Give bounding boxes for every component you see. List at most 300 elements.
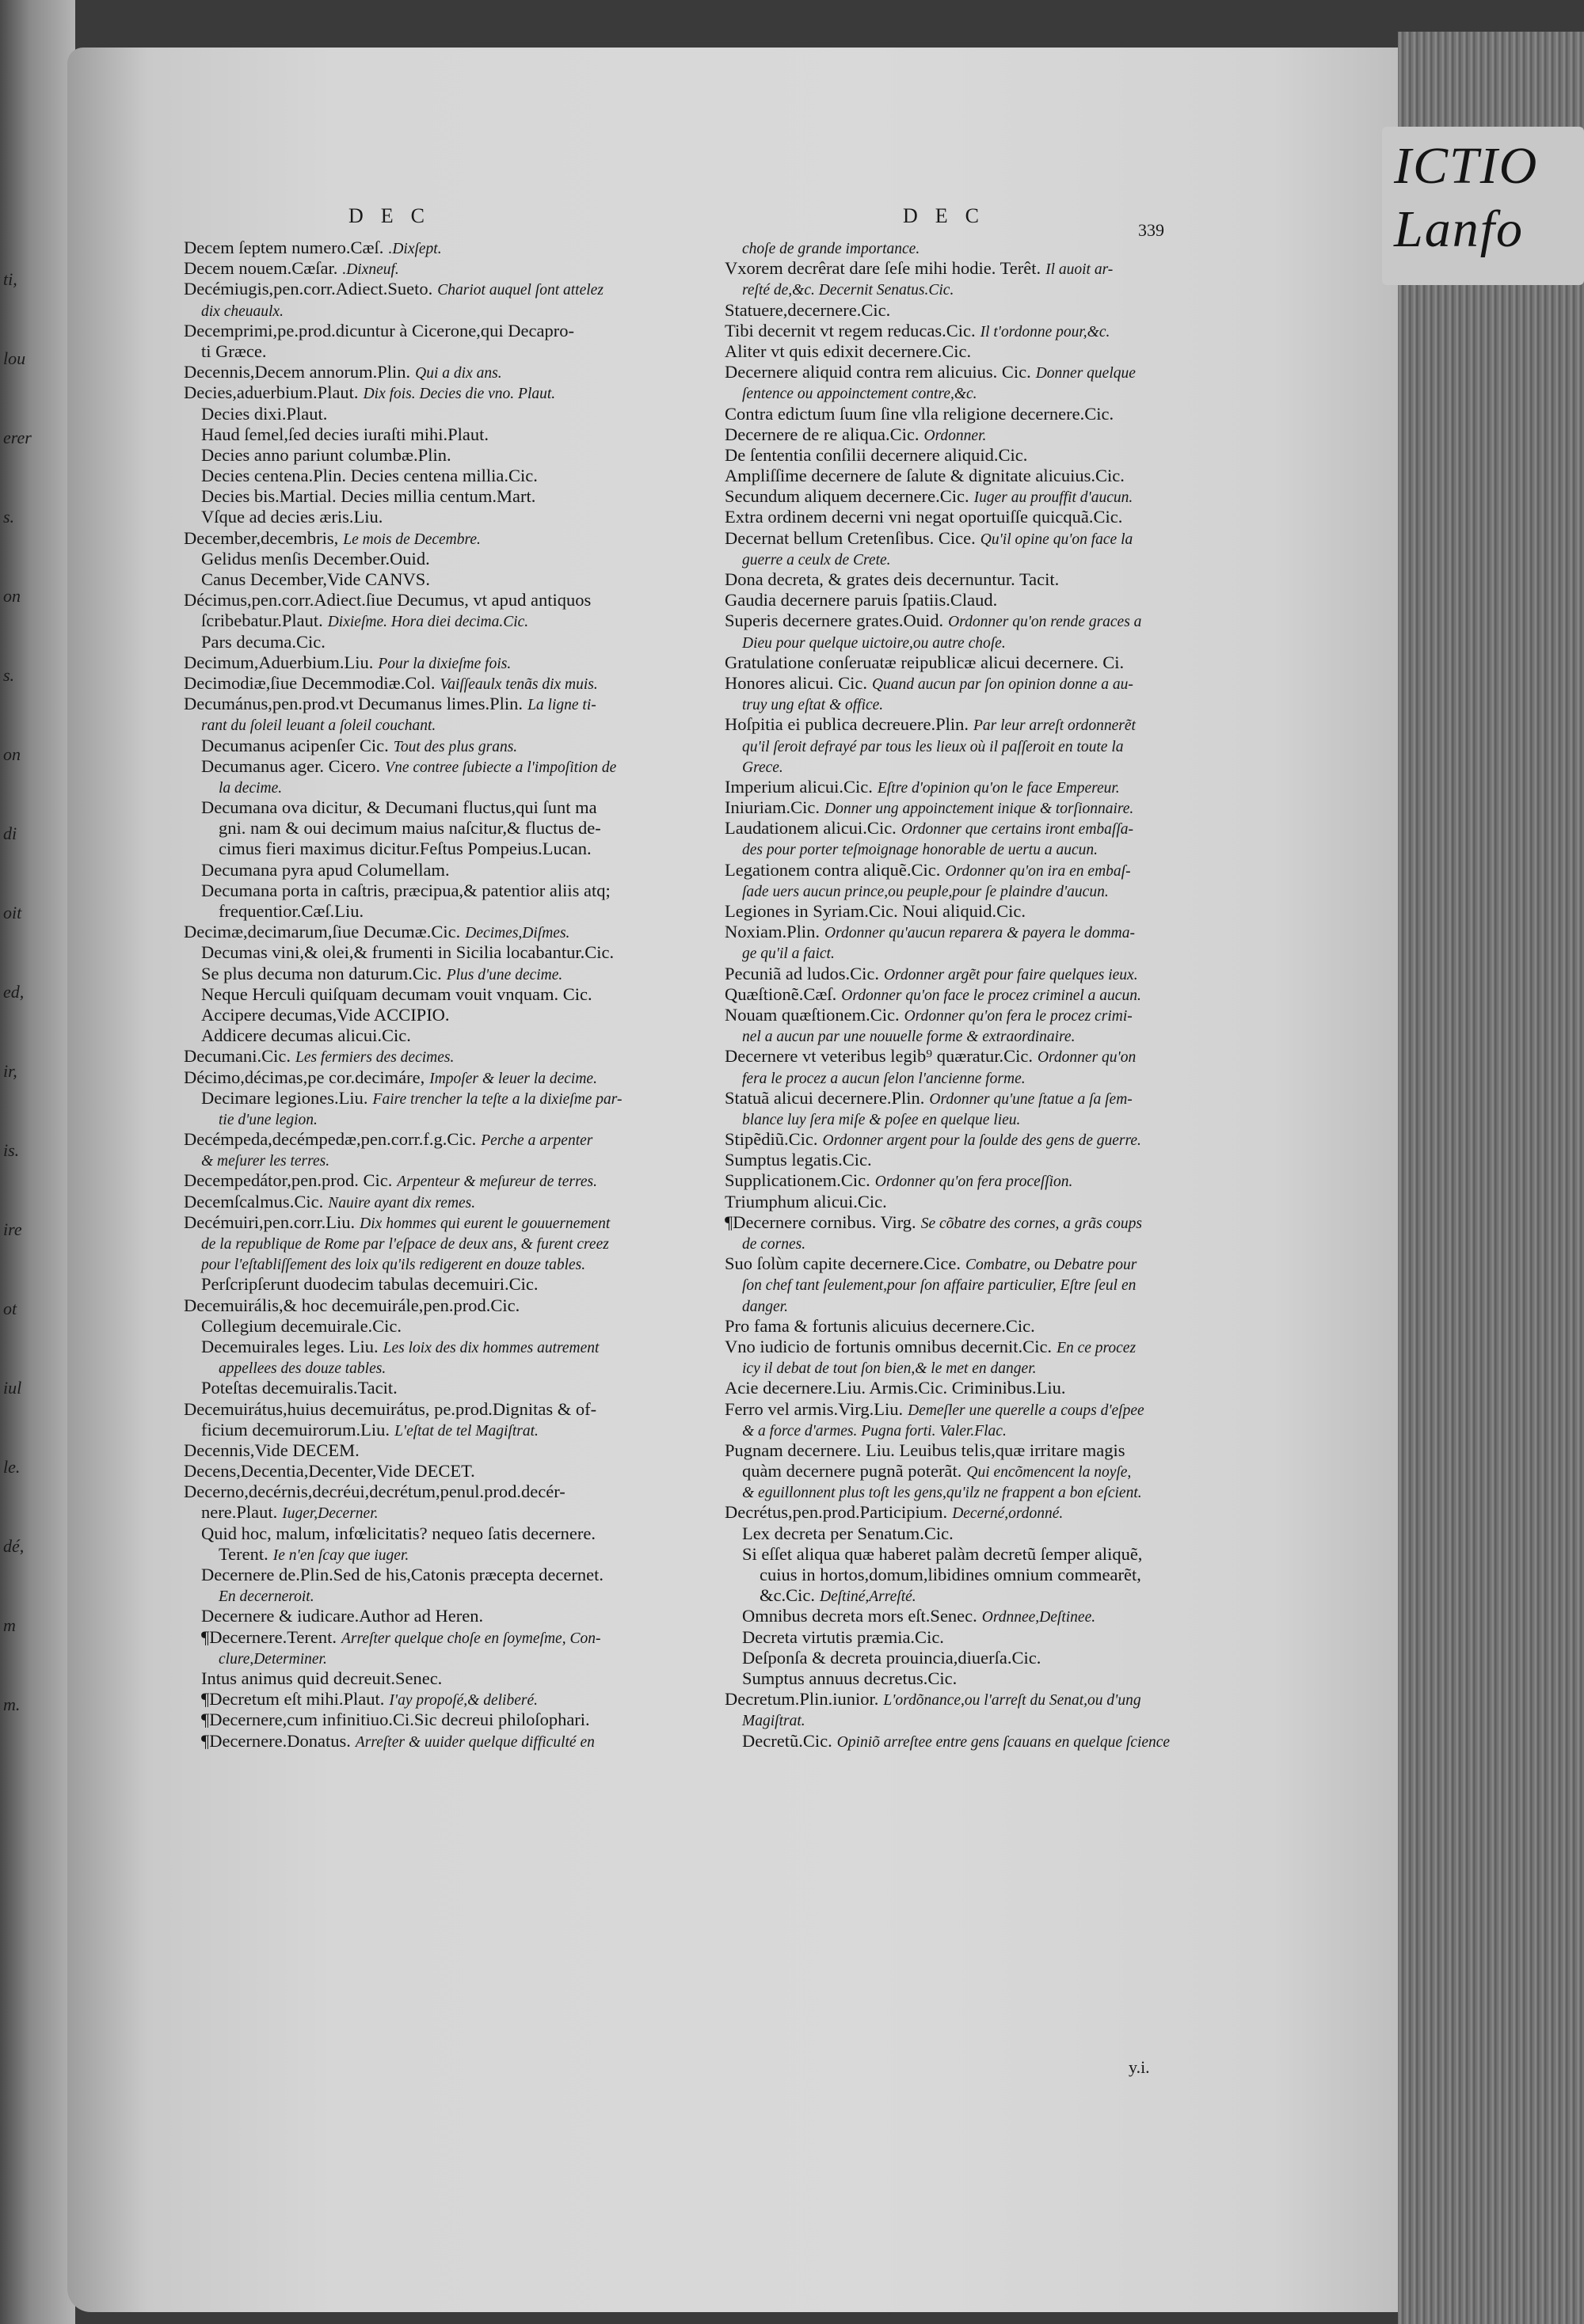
- entry-line: [725, 424, 1216, 445]
- french-gloss: .Dixſept.: [388, 241, 442, 257]
- signature-mark: y.i.: [1129, 2057, 1150, 2077]
- latin-text: Quæſtionẽ.Cæſ.: [725, 983, 837, 1004]
- entry-line: [184, 1648, 691, 1668]
- entry-line: [725, 528, 1216, 549]
- french-gloss: Ordonner qu'on face le procez criminel a aucun.: [841, 987, 1141, 1004]
- entry-line: [725, 1316, 1216, 1337]
- latin-text: Haud ſemel,ſed decies iuraſti mihi.Plaut.: [201, 424, 489, 444]
- entry-line: [184, 1170, 691, 1191]
- left-column: [184, 238, 691, 1752]
- entry-line: [725, 1067, 1216, 1088]
- latin-text: Decies,aduerbium.Plaut.: [184, 382, 359, 403]
- entry-line: [725, 1192, 1216, 1212]
- entry-line: [725, 1253, 1216, 1274]
- entry-line: [725, 1025, 1216, 1046]
- entry-line: [725, 1689, 1216, 1710]
- entry-line: [184, 590, 691, 610]
- facing-page-fragment: ire: [3, 1219, 22, 1239]
- french-gloss: Iuger,Decerner.: [282, 1505, 379, 1523]
- latin-text: Decerno,decérnis,decréui,decrétum,penul.prod.decér-: [184, 1482, 565, 1502]
- entry-line: [184, 321, 691, 341]
- latin-text: Decumana pyra apud Columellam.: [201, 859, 450, 880]
- latin-text: Pars decuma.Cic.: [201, 631, 326, 652]
- entry-line: [725, 341, 1216, 362]
- french-gloss: & a force d'armes. Pugna forti. Valer.Flac.: [742, 1422, 1007, 1440]
- entry-line: [184, 964, 691, 984]
- entry-line: [725, 1337, 1216, 1357]
- entry-line: [725, 652, 1216, 673]
- latin-text: Decrétus,pen.prod.Participium.: [725, 1502, 948, 1523]
- latin-text: quàm decernere pugnã poterãt.: [742, 1461, 962, 1482]
- french-gloss: Ordonner qu'on ira en embaſ-: [945, 862, 1131, 880]
- latin-text: Pro fama & fortunis alicuius decernere.Cic.: [725, 1315, 1035, 1336]
- latin-text: Decumanus acipenſer Cic.: [201, 735, 389, 755]
- latin-text: Terent.: [219, 1543, 268, 1564]
- latin-text: Decimum,Aduerbium.Liu.: [184, 652, 374, 672]
- latin-text: Decretũ.Cic.: [742, 1730, 832, 1751]
- latin-text: Aliter vt quis edixit decernere.Cic.: [725, 340, 972, 361]
- french-gloss: & meſurer les terres.: [201, 1153, 330, 1170]
- facing-page-fragment: iul: [3, 1378, 22, 1398]
- entry-line: [184, 1461, 691, 1482]
- french-gloss: clure,Determiner.: [219, 1650, 327, 1668]
- entry-line: [725, 321, 1216, 341]
- latin-text: Omnibus decreta mors eſt.Senec.: [742, 1606, 977, 1626]
- entry-line: [725, 632, 1216, 652]
- latin-text: Noxiam.Plin.: [725, 922, 821, 942]
- latin-text: Intus animus quid decreuit.Senec.: [201, 1668, 443, 1688]
- entry-line: [725, 922, 1216, 942]
- entry-line: [725, 1420, 1216, 1440]
- french-gloss: Chariot auquel ſont attelez: [437, 282, 604, 299]
- entry-line: [725, 1233, 1216, 1253]
- facing-page-fragment: oit: [3, 903, 22, 922]
- entry-line: [184, 341, 691, 362]
- entry-line: [725, 881, 1216, 901]
- entry-line: [184, 1482, 691, 1502]
- latin-text: Ampliſſime decernere de ſalute & dignitate alicuius.Cic.: [725, 466, 1125, 486]
- entry-line: [184, 528, 691, 549]
- facing-page-edge: [0, 0, 75, 2324]
- latin-text: Gaudia decernere paruis ſpatiis.Claud.: [725, 590, 998, 610]
- latin-text: ¶Decernere,cum infinitiuo.Ci.Sic decreui philoſophari.: [201, 1710, 590, 1730]
- entry-line: [725, 238, 1216, 258]
- latin-text: Decreta virtutis præmia.Cic.: [742, 1626, 944, 1647]
- french-gloss: de la republique de Rome par l'eſpace de deux ans, & furent creez: [201, 1236, 609, 1253]
- latin-text: Superis decernere grates.Ouid.: [725, 610, 944, 631]
- latin-text: Accipere decumas,Vide ACCIPIO.: [201, 1004, 450, 1025]
- latin-text: Decernere vt veteribus legib⁹ quæratur.Cic.: [725, 1046, 1033, 1067]
- latin-text: Decemprimi,pe.prod.dicuntur à Cicerone,qui Decapro-: [184, 320, 574, 340]
- entry-line: [184, 1109, 691, 1129]
- latin-text: Se plus decuma non daturum.Cic.: [201, 963, 442, 983]
- latin-text: Laudationem alicui.Cic.: [725, 818, 897, 839]
- latin-text: Décimus,pen.corr.Adiect.ſiue Decumus, vt apud antiquos: [184, 590, 592, 610]
- french-gloss: ſon chef tant ſeulement,pour ſon affaire particulier, Eſtre ſeul en: [742, 1277, 1137, 1295]
- entry-line: [184, 238, 691, 258]
- entry-line: [725, 445, 1216, 466]
- latin-text: frequentior.Cæſ.Liu.: [219, 901, 364, 921]
- entry-line: [184, 1150, 691, 1170]
- french-gloss: L'ordõnance,ou l'arreſt du Senat,ou d'ung: [883, 1692, 1141, 1710]
- french-gloss: Plus d'une decime.: [446, 966, 563, 983]
- french-gloss: Dixieſme. Hora diei decima.Cic.: [327, 614, 529, 631]
- entry-line: [184, 1731, 691, 1752]
- latin-text: Gratulatione conſeruatæ reipublicæ alicui decernere. Ci.: [725, 652, 1125, 672]
- french-gloss: fera le procez a aucun ſelon l'ancienne forme.: [742, 1070, 1026, 1087]
- facing-page-fragment: lou: [3, 348, 26, 368]
- french-gloss: Combatre, ou Debatre pour: [965, 1257, 1137, 1274]
- latin-text: ficium decemuirorum.Liu.: [201, 1419, 390, 1440]
- latin-text: Hoſpitia ei publica decreuere.Plin.: [725, 714, 969, 735]
- french-gloss: icy il debat de tout ſon bien,& le met en danger.: [742, 1360, 1037, 1378]
- entry-line: [184, 839, 691, 859]
- french-gloss: Ordonner qu'aucun reparera & payera le domma-: [824, 925, 1135, 942]
- french-gloss: Decimes,Diſmes.: [465, 925, 570, 942]
- french-gloss: Donner ung appoinctement inique & torſionnaire.: [824, 801, 1134, 818]
- french-gloss: La ligne ti-: [527, 697, 596, 714]
- entry-line: [725, 590, 1216, 610]
- latin-text: Decempedátor,pen.prod. Cic.: [184, 1170, 393, 1191]
- latin-text: cuius in hortos,domum,libidines omnium commearẽt,: [760, 1565, 1141, 1584]
- french-gloss: ge qu'il a faict.: [742, 945, 835, 963]
- entry-line: [725, 1648, 1216, 1668]
- french-gloss: Decerné,ordonné.: [952, 1505, 1064, 1523]
- french-gloss: Vne contree ſubiecte a l'impoſition de: [385, 759, 617, 776]
- entry-line: [725, 486, 1216, 507]
- entry-line: [725, 673, 1216, 694]
- facing-page-fragment: ir,: [3, 1061, 17, 1081]
- entry-line: [184, 1357, 691, 1378]
- entry-line: [725, 839, 1216, 859]
- entry-line: [184, 1253, 691, 1274]
- facing-page-fragment: m: [3, 1615, 16, 1635]
- entry-line: [725, 610, 1216, 631]
- french-gloss: de cornes.: [742, 1236, 806, 1253]
- entry-line: [184, 694, 691, 714]
- latin-text: Ferro vel armis.Virg.Liu.: [725, 1398, 904, 1419]
- entry-line: [184, 300, 691, 321]
- entry-line: [725, 404, 1216, 424]
- entry-line: [184, 1565, 691, 1585]
- entry-line: [184, 486, 691, 507]
- entry-line: [725, 1440, 1216, 1461]
- latin-text: Triumphum alicui.Cic.: [725, 1191, 887, 1211]
- french-gloss: I'ay propoſé,& deliberé.: [389, 1692, 538, 1710]
- entry-line: [725, 1046, 1216, 1067]
- french-gloss: En ce procez: [1057, 1339, 1137, 1356]
- latin-text: Decernere & iudicare.Author ad Heren.: [201, 1606, 484, 1626]
- entry-line: [184, 1606, 691, 1626]
- entry-line: [184, 1378, 691, 1398]
- entry-line: [184, 1005, 691, 1025]
- latin-text: Decimare legiones.Liu.: [201, 1087, 368, 1108]
- facing-page-fragment: ed,: [3, 982, 25, 1002]
- facing-page-fragment: dé,: [3, 1536, 25, 1556]
- entry-line: [184, 901, 691, 922]
- entry-line: [725, 1606, 1216, 1626]
- latin-text: Decumana porta in caſtris, præcipua,& patentior aliis atq;: [201, 880, 611, 900]
- facing-page-fragment: s.: [3, 665, 15, 685]
- french-gloss: pour l'eſtabliſſement des loix qu'ils redigerent en douze tables.: [201, 1257, 586, 1274]
- latin-text: Decumas vini,& olei,& frumenti in Sicilia locabantur.Cic.: [201, 942, 615, 963]
- latin-text: Sumptus annuus decretus.Cic.: [742, 1668, 958, 1688]
- latin-text: Acie decernere.Liu. Armis.Cic. Criminibus.Liu.: [725, 1378, 1066, 1398]
- entry-line: [184, 1233, 691, 1253]
- latin-text: Decémpeda,decémpedæ,pen.corr.f.g.Cic.: [184, 1129, 477, 1150]
- french-gloss: Grece.: [742, 759, 783, 776]
- french-gloss: Donner quelque: [1035, 365, 1136, 382]
- entry-line: [184, 942, 691, 963]
- latin-text: Nouam quæſtionem.Cic.: [725, 1004, 900, 1025]
- french-gloss: Ordonner qu'on fera proceſſion.: [874, 1173, 1073, 1191]
- french-gloss: ſade uers aucun prince,ou peuple,pour ſe plaindre d'aucun.: [742, 883, 1109, 900]
- french-gloss: Tout des plus grans.: [393, 738, 518, 755]
- entry-line: [725, 1461, 1216, 1482]
- latin-text: Gelidus menſis December.Ouid.: [201, 548, 430, 569]
- entry-line: [184, 1067, 691, 1088]
- entry-line: [725, 860, 1216, 881]
- latin-text: nere.Plaut.: [201, 1502, 278, 1523]
- latin-text: Contra edictum ſuum ſine vlla religione decernere.Cic.: [725, 403, 1114, 424]
- entry-line: [184, 1025, 691, 1046]
- entry-line: [725, 1502, 1216, 1523]
- entry-line: [725, 1710, 1216, 1730]
- latin-text: Decumani.Cic.: [184, 1046, 291, 1067]
- latin-text: De ſententia conſilii decernere aliquid.Cic.: [725, 444, 1028, 465]
- latin-text: Decem ſeptem numero.Cæſ.: [184, 238, 384, 257]
- entry-line: [725, 777, 1216, 797]
- entry-line: [725, 901, 1216, 922]
- latin-text: Pecuniã ad ludos.Cic.: [725, 963, 879, 983]
- latin-text: Legationem contra aliquẽ.Cic.: [725, 859, 941, 880]
- facing-page-fragment: ot: [3, 1299, 17, 1318]
- latin-text: Decémuiri,pen.corr.Liu.: [184, 1211, 356, 1232]
- french-gloss: Impoſer & leuer la decime.: [429, 1070, 597, 1087]
- latin-text: Decumánus,pen.prod.vt Decumanus limes.Plin.: [184, 694, 524, 714]
- french-gloss: Les fermiers des decimes.: [295, 1049, 455, 1067]
- entry-line: [725, 279, 1216, 299]
- french-gloss: Ordonner qu'on rende graces a: [948, 614, 1142, 631]
- latin-text: Honores alicui. Cic.: [725, 672, 867, 693]
- french-gloss: L'eſtat de tel Magiſtrat.: [394, 1422, 539, 1440]
- latin-text: December,decembris,: [184, 527, 339, 548]
- entry-line: [725, 549, 1216, 569]
- french-gloss: Iuger au prouffit d'aucun.: [973, 489, 1133, 507]
- french-gloss: Ordonner argent pour la ſoulde des gens de guerre.: [822, 1132, 1141, 1150]
- entry-line: [725, 300, 1216, 321]
- entry-line: [184, 1088, 691, 1109]
- facing-page-fragment: s.: [3, 507, 15, 527]
- entry-line: [725, 736, 1216, 756]
- running-head-left: DEC: [348, 204, 442, 227]
- entry-line: [725, 1088, 1216, 1109]
- latin-text: Decumana ova dicitur, & Decumani fluctus,qui ſunt ma: [201, 797, 597, 818]
- entry-line: [184, 1710, 691, 1730]
- entry-line: [725, 507, 1216, 527]
- entry-line: [184, 1337, 691, 1357]
- french-gloss: rant du ſoleil leuant a ſoleil couchant.: [201, 717, 436, 735]
- latin-text: Decernere de re aliqua.Cic.: [725, 424, 920, 444]
- latin-text: Decennis,Decem annorum.Plin.: [184, 362, 411, 382]
- entry-line: [184, 1046, 691, 1067]
- latin-text: Decies bis.Martial. Decies millia centum.Mart.: [201, 486, 536, 507]
- latin-text: Decies anno pariunt columbæ.Plin.: [201, 444, 451, 465]
- entry-line: [184, 881, 691, 901]
- latin-text: Lex decreta per Senatum.Cic.: [742, 1523, 954, 1543]
- french-gloss: Perche a arpenter: [481, 1132, 593, 1150]
- latin-text: Tibi decernit vt regem reducas.Cic.: [725, 320, 976, 340]
- french-gloss: Eſtre d'opinion qu'on le face Empereur.: [877, 779, 1120, 797]
- latin-text: Vſque ad decies æris.Liu.: [201, 507, 383, 527]
- french-gloss: Nauire ayant dix remes.: [328, 1194, 476, 1211]
- entry-line: [184, 860, 691, 881]
- french-gloss: Vaiſſeaulx tenãs dix muis.: [440, 675, 598, 693]
- latin-text: Suo ſolùm capite decernere.Cice.: [725, 1253, 961, 1274]
- latin-text: Quid hoc, malum, infœlicitatis? nequeo ſatis decernere.: [201, 1523, 596, 1543]
- french-gloss: Faire trencher la teſte a la dixieſme par-: [372, 1090, 623, 1108]
- entry-line: [184, 652, 691, 673]
- facing-page-fragment: m.: [3, 1695, 21, 1714]
- entry-line: [725, 362, 1216, 382]
- french-gloss: Qui a dix ans.: [415, 365, 502, 382]
- entry-line: [184, 610, 691, 631]
- latin-text: Decem nouem.Cæſar.: [184, 258, 338, 279]
- entry-line: [184, 922, 691, 942]
- french-gloss: Dix fois. Decies die vno. Plaut.: [363, 386, 556, 403]
- french-gloss: Se cõbatre des cornes, a grãs coups: [920, 1215, 1142, 1232]
- latin-text: Decies dixi.Plaut.: [201, 403, 328, 424]
- latin-text: Decimæ,decimarum,ſiue Decumæ.Cic.: [184, 922, 461, 942]
- latin-text: Dona decreta, & grates deis decernuntur. Tacit.: [725, 569, 1060, 589]
- latin-text: Decernere aliquid contra rem alicuius. Cic.: [725, 362, 1031, 382]
- french-gloss: danger.: [742, 1298, 788, 1315]
- french-gloss: des pour porter teſmoignage honorable de uertu a aucun.: [742, 842, 1098, 859]
- french-gloss: dix cheuaulx.: [201, 302, 284, 320]
- stamp-text: ICTIO Lanfo: [1394, 137, 1539, 258]
- latin-text: Statuã alicui decernere.Plin.: [725, 1087, 925, 1108]
- latin-text: Decémiugis,pen.corr.Adiect.Sueto.: [184, 279, 433, 299]
- french-gloss: Ordonner.: [923, 427, 987, 444]
- french-gloss: Les loix des dix hommes autrement: [383, 1339, 600, 1356]
- facing-page-fragment: le.: [3, 1457, 21, 1477]
- entry-line: [184, 714, 691, 735]
- latin-text: Iniuriam.Cic.: [725, 797, 820, 818]
- entry-line: [725, 1150, 1216, 1170]
- latin-text: Decernere de.Plin.Sed de his,Catonis præcepta decernet.: [201, 1565, 604, 1584]
- french-gloss: Ordonner qu'on fera le procez crimi-: [904, 1007, 1133, 1025]
- entry-line: [725, 1399, 1216, 1420]
- entry-line: [184, 424, 691, 445]
- french-gloss: Quand aucun par ſon opinion donne a au-: [871, 675, 1133, 693]
- french-gloss: Dieu pour quelque uictoire,ou autre choſe.: [742, 634, 1006, 652]
- french-gloss: Deſtiné,Arreſté.: [819, 1588, 916, 1606]
- entry-line: [725, 1668, 1216, 1689]
- page-block-edge: [1398, 32, 1584, 2324]
- latin-text: Collegium decemuirale.Cic.: [201, 1315, 402, 1336]
- latin-text: Stipẽdiũ.Cic.: [725, 1129, 818, 1150]
- entry-line: [184, 632, 691, 652]
- entry-line: [725, 984, 1216, 1005]
- facing-page-fragment: is.: [3, 1140, 20, 1160]
- facing-page-fragment: on: [3, 744, 21, 764]
- french-gloss: Arreſter & uuider quelque difficulté en: [355, 1733, 595, 1751]
- latin-text: Décimo,décimas,pe cor.decimáre,: [184, 1067, 425, 1087]
- french-gloss: Magiſtrat.: [742, 1713, 805, 1730]
- french-gloss: nel a aucun par une nouuelle forme & extraordinaire.: [742, 1029, 1076, 1046]
- latin-text: Decens,Decentia,Decenter,Vide DECET.: [184, 1461, 475, 1482]
- latin-text: Addicere decumas alicui.Cic.: [201, 1025, 411, 1046]
- entry-line: [184, 1212, 691, 1233]
- entry-line: [725, 1295, 1216, 1316]
- french-gloss: Dix hommes qui eurent le gouuernement: [360, 1215, 611, 1232]
- entry-line: [725, 1109, 1216, 1129]
- latin-text: Canus December,Vide CANVS.: [201, 569, 430, 589]
- entry-line: [725, 1482, 1216, 1502]
- entry-line: [184, 1627, 691, 1648]
- french-gloss: qu'il ſeroit defrayé par tous les lieux où il paſſeroit en toute la: [742, 738, 1124, 755]
- latin-text: cimus fieri maximus dicitur.Feſtus Pompeius.Lucan.: [219, 839, 592, 859]
- french-gloss: Pour la dixieſme fois.: [378, 655, 512, 672]
- latin-text: Si eſſet aliqua quæ haberet palàm decretũ ſemper aliquẽ,: [742, 1543, 1143, 1564]
- entry-line: [725, 1005, 1216, 1025]
- entry-line: [725, 382, 1216, 403]
- french-gloss: Ordonner que certains iront embaſſa-: [901, 821, 1133, 839]
- latin-text: Decimodiæ,ſiue Decemmodiæ.Col.: [184, 672, 436, 693]
- entry-line: [184, 984, 691, 1005]
- entry-line: [184, 362, 691, 382]
- latin-text: Decemuirales leges. Liu.: [201, 1336, 379, 1356]
- facing-page-fragment: on: [3, 586, 21, 606]
- entry-line: [725, 1170, 1216, 1191]
- french-gloss: Ordnnee,Deſtinee.: [981, 1609, 1096, 1626]
- latin-text: Decennis,Vide DECEM.: [184, 1440, 360, 1460]
- latin-text: Vxorem decrêrat dare ſeſe mihi hodie. Terêt.: [725, 258, 1041, 279]
- latin-text: Statuere,decernere.Cic.: [725, 299, 891, 320]
- facing-page-fragment: erer: [3, 428, 32, 447]
- facing-page-fragment: di: [3, 823, 17, 843]
- french-gloss: Par leur arreſt ordonnerẽt: [973, 717, 1136, 735]
- entry-line: [725, 964, 1216, 984]
- french-gloss: Le mois de Decembre.: [343, 531, 481, 548]
- entry-line: [184, 466, 691, 486]
- latin-text: Legiones in Syriam.Cic. Noui aliquid.Cic.: [725, 901, 1026, 921]
- entry-line: [184, 569, 691, 590]
- latin-text: &c.Cic.: [760, 1585, 815, 1606]
- entry-line: [725, 1585, 1216, 1606]
- running-head-right: DEC: [903, 204, 996, 227]
- entry-line: [184, 797, 691, 818]
- page-number: 339: [1138, 220, 1164, 240]
- entry-line: [184, 404, 691, 424]
- entry-line: [184, 1192, 691, 1212]
- entry-line: [184, 1274, 691, 1295]
- entry-line: [725, 466, 1216, 486]
- entry-line: [725, 1378, 1216, 1398]
- entry-line: [184, 1420, 691, 1440]
- french-gloss: choſe de grande importance.: [742, 241, 920, 257]
- entry-line: [184, 1668, 691, 1689]
- right-column: [725, 238, 1216, 1752]
- entry-line: [184, 549, 691, 569]
- entry-line: [184, 1129, 691, 1150]
- entry-line: [725, 1544, 1216, 1565]
- latin-text: Neque Herculi quiſquam decumam vouit vnquam. Cic.: [201, 983, 592, 1004]
- french-gloss: appellees des douze tables.: [219, 1360, 386, 1378]
- latin-text: Decretum.Plin.iunior.: [725, 1689, 879, 1710]
- entry-line: [184, 1689, 691, 1710]
- french-gloss: la decime.: [219, 779, 283, 797]
